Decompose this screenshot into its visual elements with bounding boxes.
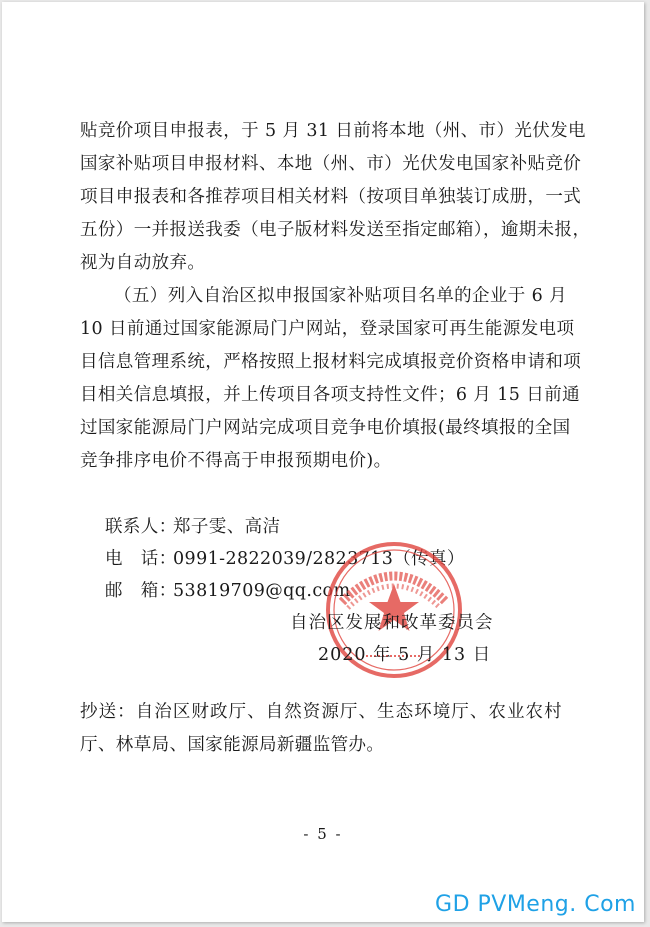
issue-date: 2020 年 5 月 13 日 — [318, 645, 492, 665]
contact-email-label: 邮 箱： — [105, 581, 177, 601]
page-number: - 5 - — [303, 825, 343, 843]
site-watermark: GD PVMeng. Com — [435, 892, 636, 917]
paragraph2-line-1: （五）列入自治区拟申报国家补贴项目名单的企业于 6 月 — [114, 286, 568, 306]
contact-person-label: 联系人： — [105, 517, 177, 537]
paragraph2-line-4: 目相关信息填报，并上传项目各项支持性文件；6 月 15 日前通 — [80, 385, 580, 405]
contact-person-row — [105, 516, 280, 538]
cc-line-1: 抄送：自治区财政厅、自然资源厅、生态环境厅、农业农村 — [80, 702, 562, 722]
document-page — [2, 2, 644, 922]
paragraph2-line-2: 10 日前通过国家能源局门户网站，登录国家可再生能源发电项 — [80, 319, 575, 339]
issuing-organization: 自治区发展和改革委员会 — [290, 613, 494, 633]
paragraph1-line-3: 项目申报表和各推荐项目相关材料（按项目单独装订成册，一式 — [80, 187, 582, 207]
paragraph1-line-5: 视为自动放弃。 — [80, 253, 206, 273]
contact-phone-label: 电 话： — [105, 549, 177, 569]
paragraph1-line-4: 五份）一并报送我委（电子版材料发送至指定邮箱），逾期未报， — [80, 220, 591, 240]
contact-person-value: 郑子雯、高洁 — [173, 517, 281, 537]
paragraph2-line-6: 竞争排序电价不得高于申报预期电价)。 — [80, 451, 392, 471]
contact-email-value: 53819709@qq.com — [173, 581, 351, 601]
cc-line-2: 厅、林草局、国家能源局新疆监管办。 — [80, 735, 385, 755]
paragraph2-line-3: 目信息管理系统，严格按照上报材料完成填报竞价资格申请和项 — [80, 352, 582, 372]
paragraph1-line-1: 贴竞价项目申报表，于 5 月 31 日前将本地（州、市）光伏发电 — [80, 121, 586, 141]
paragraph1-line-2: 国家补贴项目申报材料、本地（州、市）光伏发电国家补贴竞价 — [80, 154, 582, 174]
paragraph2-line-5: 过国家能源局门户网站完成项目竞争电价填报(最终填报的全国 — [80, 418, 571, 438]
contact-phone-value: 0991-2822039/2823713（传真） — [173, 549, 465, 569]
